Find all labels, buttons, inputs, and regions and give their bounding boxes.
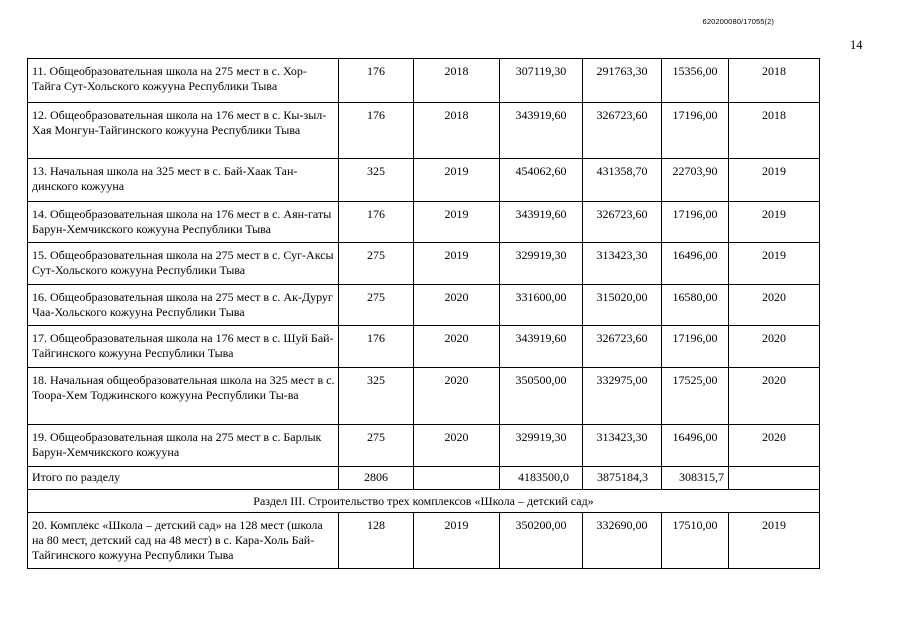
total-cost-cell: 343919,60	[500, 202, 583, 243]
federal-cost-cell: 332975,00	[583, 368, 662, 425]
objects-table	[27, 58, 820, 569]
places-cell: 176	[339, 202, 414, 243]
federal-cost-cell: 326723,60	[583, 326, 662, 368]
places-cell: 176	[339, 326, 414, 368]
regional-cost-cell: 17525,00	[662, 368, 729, 425]
total-end-year-cell	[729, 467, 820, 490]
regional-cost-cell: 22703,90	[662, 159, 729, 202]
start-year-cell: 2019	[414, 202, 500, 243]
end-year-cell: 2020	[729, 368, 820, 425]
start-year-cell: 2020	[414, 326, 500, 368]
total-cost-cell: 329919,30	[500, 425, 583, 467]
total-cost-cell: 343919,60	[500, 326, 583, 368]
places-cell: 325	[339, 368, 414, 425]
end-year-cell: 2019	[729, 202, 820, 243]
total-regional-sum-cell: 308315,7	[662, 467, 729, 490]
total-start-year-cell	[414, 467, 500, 490]
federal-cost-cell: 313423,30	[583, 243, 662, 285]
object-name: 13. Начальная школа на 325 мест в с. Бай-Хаак Тан-динского кожууна	[28, 159, 339, 202]
regional-cost-cell: 17196,00	[662, 103, 729, 159]
start-year-cell: 2020	[414, 368, 500, 425]
end-year-cell: 2019	[729, 159, 820, 202]
regional-cost-cell: 15356,00	[662, 59, 729, 103]
table-row	[28, 326, 820, 368]
object-name: 14. Общеобразовательная школа на 176 мест в с. Аян-гаты Барун-Хемчикского кожууна Республики Тыва	[28, 202, 339, 243]
federal-cost-cell: 332690,00	[583, 513, 662, 569]
start-year-cell: 2019	[414, 159, 500, 202]
places-cell: 176	[339, 103, 414, 159]
table-row	[28, 159, 820, 202]
regional-cost-cell: 16580,00	[662, 285, 729, 326]
total-cost-cell: 343919,60	[500, 103, 583, 159]
document-code: 620200080/17055(2)	[702, 17, 774, 26]
total-cost-cell: 454062,60	[500, 159, 583, 202]
places-cell: 176	[339, 59, 414, 103]
places-cell: 128	[339, 513, 414, 569]
end-year-cell: 2018	[729, 103, 820, 159]
total-cost-sum-cell: 4183500,0	[500, 467, 583, 490]
total-federal-sum-cell: 3875184,3	[583, 467, 662, 490]
table-row	[28, 285, 820, 326]
end-year-cell: 2020	[729, 285, 820, 326]
end-year-cell: 2020	[729, 326, 820, 368]
end-year-cell: 2019	[729, 513, 820, 569]
page-number: 14	[850, 38, 863, 52]
object-name: 16. Общеобразовательная школа на 275 мест в с. Ак-Дуруг Чаа-Хольского кожууна Республики Тыва	[28, 285, 339, 326]
places-cell: 275	[339, 243, 414, 285]
object-name: 17. Общеобразовательная школа на 176 мест в с. Шуй Бай-Тайгинского кожууна Республики Тыва	[28, 326, 339, 368]
end-year-cell: 2018	[729, 59, 820, 103]
table-row	[28, 103, 820, 159]
start-year-cell: 2018	[414, 103, 500, 159]
regional-cost-cell: 16496,00	[662, 243, 729, 285]
regional-cost-cell: 17196,00	[662, 202, 729, 243]
start-year-cell: 2018	[414, 59, 500, 103]
federal-cost-cell: 315020,00	[583, 285, 662, 326]
object-name: 12. Общеобразовательная школа на 176 мест в с. Кы-зыл-Хая Монгун-Тайгинского кожууна Республики Тыва	[28, 103, 339, 159]
federal-cost-cell: 291763,30	[583, 59, 662, 103]
end-year-cell: 2020	[729, 425, 820, 467]
object-name: 11. Общеобразовательная школа на 275 мест в с. Хор-Тайга Сут-Хольского кожууна Республики Тыва	[28, 59, 339, 103]
table-row	[28, 425, 820, 467]
section-header-row	[28, 490, 820, 513]
table-row	[28, 59, 820, 103]
object-name: 20. Комплекс «Школа – детский сад» на 128 мест (школа на 80 мест, детский сад на 48 мест) в с. Кара-Холь Бай-Тайгинского кожууна Республики Тыва	[28, 513, 339, 569]
end-year-cell: 2019	[729, 243, 820, 285]
start-year-cell: 2020	[414, 285, 500, 326]
places-cell: 325	[339, 159, 414, 202]
table-body	[28, 59, 820, 569]
federal-cost-cell: 326723,60	[583, 103, 662, 159]
table-row	[28, 243, 820, 285]
table-row	[28, 513, 820, 569]
federal-cost-cell: 326723,60	[583, 202, 662, 243]
places-cell: 275	[339, 285, 414, 326]
start-year-cell: 2019	[414, 243, 500, 285]
object-name: 15. Общеобразовательная школа на 275 мест в с. Суг-Аксы Сут-Хольского кожууна Республики Тыва	[28, 243, 339, 285]
object-name: 18. Начальная общеобразовательная школа на 325 мест в с. Тоора-Хем Тоджинского кожууна Республики Ты-ва	[28, 368, 339, 425]
total-cost-cell: 329919,30	[500, 243, 583, 285]
total-label: Итого по разделу	[28, 467, 339, 490]
federal-cost-cell: 313423,30	[583, 425, 662, 467]
total-cost-cell: 350500,00	[500, 368, 583, 425]
object-name: 19. Общеобразовательная школа на 275 мест в с. Барлык Барун-Хемчикского кожууна	[28, 425, 339, 467]
total-cost-cell: 307119,30	[500, 59, 583, 103]
regional-cost-cell: 16496,00	[662, 425, 729, 467]
start-year-cell: 2019	[414, 513, 500, 569]
table-row	[28, 368, 820, 425]
start-year-cell: 2020	[414, 425, 500, 467]
regional-cost-cell: 17196,00	[662, 326, 729, 368]
total-places-cell: 2806	[339, 467, 414, 490]
section-title: Раздел III. Строительство трех комплексов «Школа – детский сад»	[28, 490, 820, 513]
total-cost-cell: 331600,00	[500, 285, 583, 326]
table-row	[28, 202, 820, 243]
total-cost-cell: 350200,00	[500, 513, 583, 569]
places-cell: 275	[339, 425, 414, 467]
federal-cost-cell: 431358,70	[583, 159, 662, 202]
regional-cost-cell: 17510,00	[662, 513, 729, 569]
total-row	[28, 467, 820, 490]
